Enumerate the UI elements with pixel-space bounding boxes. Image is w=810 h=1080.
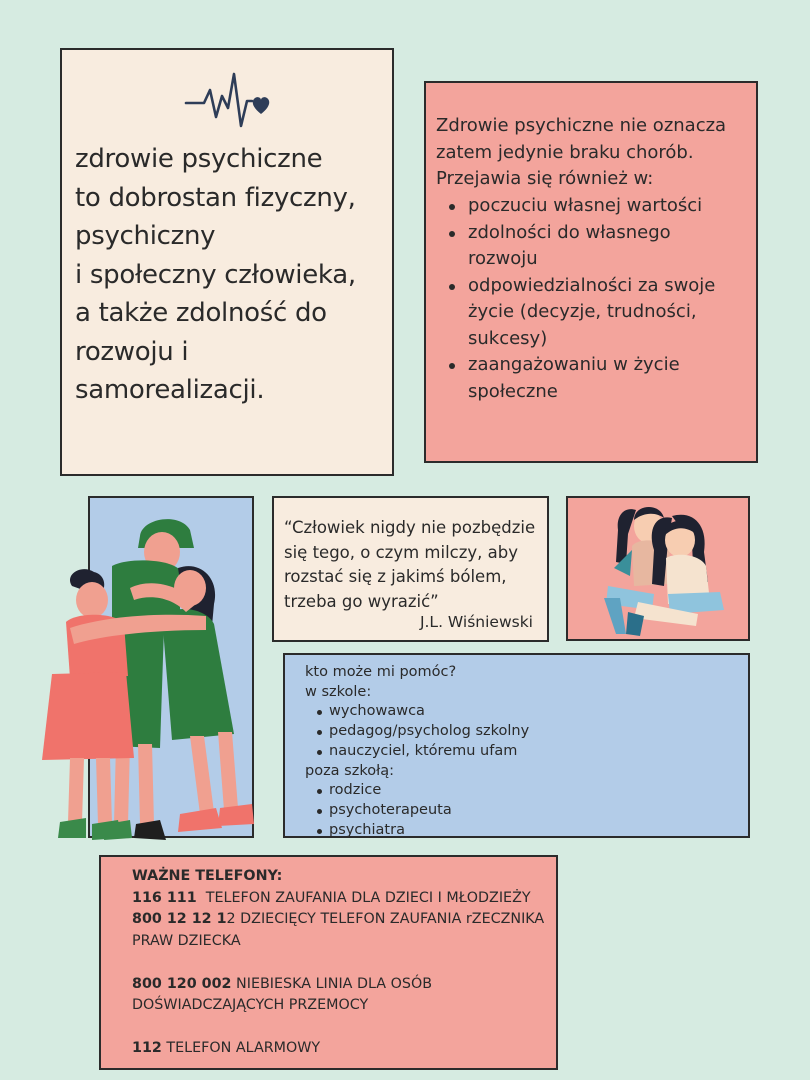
quote-text [284,516,535,614]
phone-row [132,909,544,931]
phone-label: TELEFON ALARMOWY [166,1040,321,1056]
phone-label: 2 DZIECIĘCY TELEFON ZAUFANIA rZECZNIKA [226,911,545,927]
bullet-line: sukcesy) [468,327,548,349]
definition-line: i społeczny człowieka, [75,259,356,290]
list-item: psychiatra [305,821,529,841]
list-item: rodzice [305,781,529,801]
phone-row [132,974,544,996]
quote-line: się tego, o czym milczy, aby [284,542,518,562]
phone-number: 116 111 [132,889,197,906]
phones-content [132,866,544,1060]
list-item: nauczyciel, któremu ufam [305,742,529,762]
quote-line: trzeba go wyrazić” [284,591,439,611]
help-outside-label: poza szkołą: [305,762,394,779]
help-question: kto może mi pomóc? [305,664,457,680]
list-item [434,352,715,405]
help-school-label: w szkole: [305,683,372,700]
help-content [305,663,529,840]
info-bullet-list [434,193,715,405]
info-intro [436,113,726,193]
intro-line: zatem jedynie braku chorób. [436,141,694,163]
bullet-line: zaangażowaniu w życie [468,354,680,375]
definition-line: to dobrostan fizyczny, [75,182,356,213]
friends-illustration [568,498,748,639]
list-item: psychoterapeuta [305,801,529,821]
definition-line: psychiczny [75,221,216,251]
phones-panel [99,855,558,1070]
list-item [434,273,715,353]
list-item [434,220,715,273]
definition-line: zdrowie psychiczne [75,144,323,174]
list-item [434,193,715,220]
definition-text [75,140,393,410]
phone-label: NIEBIESKA LINIA DLA OSÓB [236,975,433,992]
list-item: wychowawca [305,702,529,722]
definition-line: a także zdolność do [75,298,327,328]
phone-number: 112 [132,1040,162,1056]
info-panel [424,81,758,463]
hugging-kids-illustration [30,508,260,858]
bullet-line: zdolności do własnego [468,221,671,243]
heartbeat-icon [184,70,272,132]
definition-line: rozwoju i [75,336,189,367]
phone-label: DOŚWIADCZAJĄCYCH PRZEMOCY [132,997,369,1013]
quote-panel [272,496,549,642]
bullet-line: społeczne [468,380,558,402]
definition-line: samorealizacji. [75,375,265,405]
quote-author: J.L. Wiśniewski [419,613,533,631]
phone-label: TELEFON ZAUFANIA DLA DZIECI I MŁODZIEŻY [205,889,531,906]
bullet-line: rozwoju [468,248,538,269]
phones-heading: WAŻNE TELEFONY: [132,868,283,884]
phone-label: PRAW DZIECKA [132,932,241,949]
illustration-frame [566,496,750,641]
bullet-line: poczuciu własnej wartości [468,195,703,216]
intro-line: Zdrowie psychiczne nie oznacza [436,115,727,136]
quote-line: “Człowiek nigdy nie pozbędzie [284,518,536,537]
phone-row [132,888,544,910]
quote-line: rozstać się z jakimś bólem, [284,567,507,586]
phone-row [132,1038,544,1060]
bullet-line: odpowiedzialności za swoje [468,274,716,296]
definition-panel [60,48,394,476]
heart-icon [253,97,269,114]
intro-line: Przejawia się również w: [436,168,654,189]
phone-number: 800 120 002 [132,975,232,992]
phone-number: 800 12 12 1 [132,911,227,927]
help-panel [283,653,750,838]
bullet-line: życie (decyzje, trudności, [468,301,697,322]
list-item: pedagog/psycholog szkolny [305,722,529,742]
